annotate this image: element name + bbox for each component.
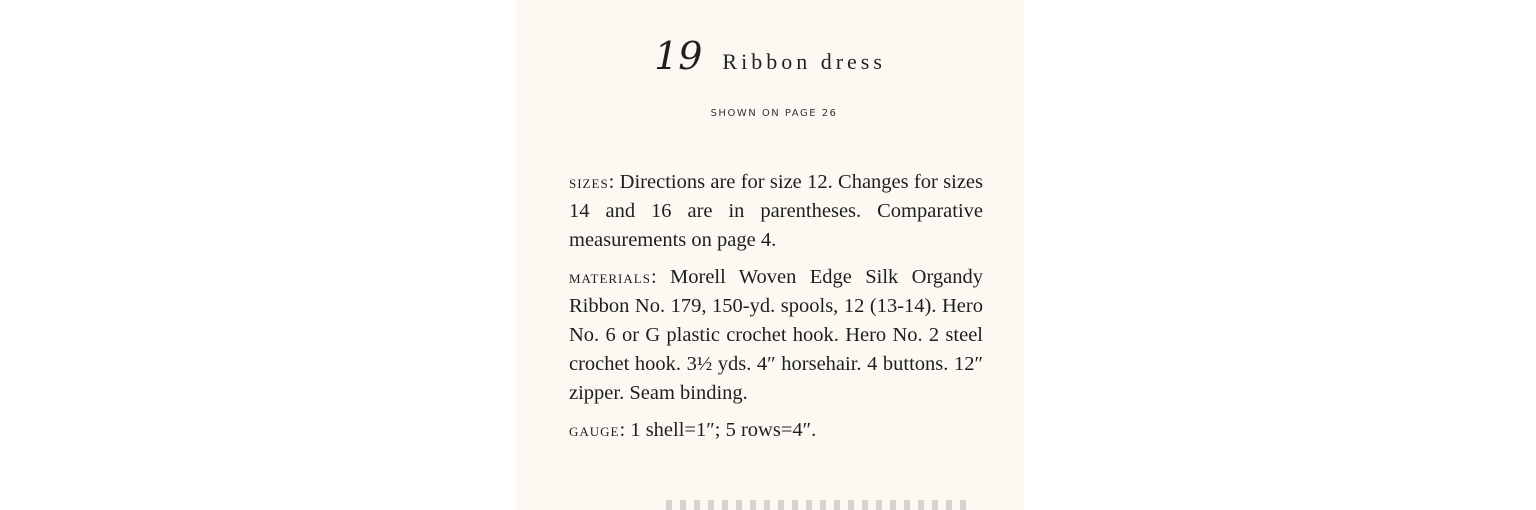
- pattern-instructions: [569, 168, 983, 453]
- materials-paragraph: [569, 263, 983, 408]
- pattern-number: 19: [654, 34, 703, 78]
- gauge-label: gauge: [569, 420, 620, 441]
- materials-text: : Morell Woven Edge Silk Organdy Ribbon No. 179, 150-yd. spools, 12 (13-14). Hero No. 6 or G plastic crochet hook. Hero No. 2 steel crochet hook. 3½ yds. 4″ horsehair. 4 buttons. 12″ zipper. Seam binding.: [569, 266, 983, 404]
- pattern-title: Ribbon dress: [722, 49, 886, 74]
- sizes-text: : Directions are for size 12. Changes for sizes 14 and 16 are in parentheses. Comparative measurements on page 4.: [569, 171, 983, 251]
- gauge-paragraph: [569, 416, 983, 445]
- sizes-label: sizes: [569, 172, 609, 193]
- shown-on-page-note: SHOWN ON PAGE 26: [710, 108, 838, 119]
- cut-off-text-line: [666, 500, 966, 510]
- document-page: [516, 0, 1024, 510]
- materials-label: materials: [569, 267, 651, 288]
- sizes-paragraph: [569, 168, 983, 255]
- gauge-text: : 1 shell=1″; 5 rows=4″.: [619, 419, 817, 441]
- pattern-heading: [516, 34, 1024, 78]
